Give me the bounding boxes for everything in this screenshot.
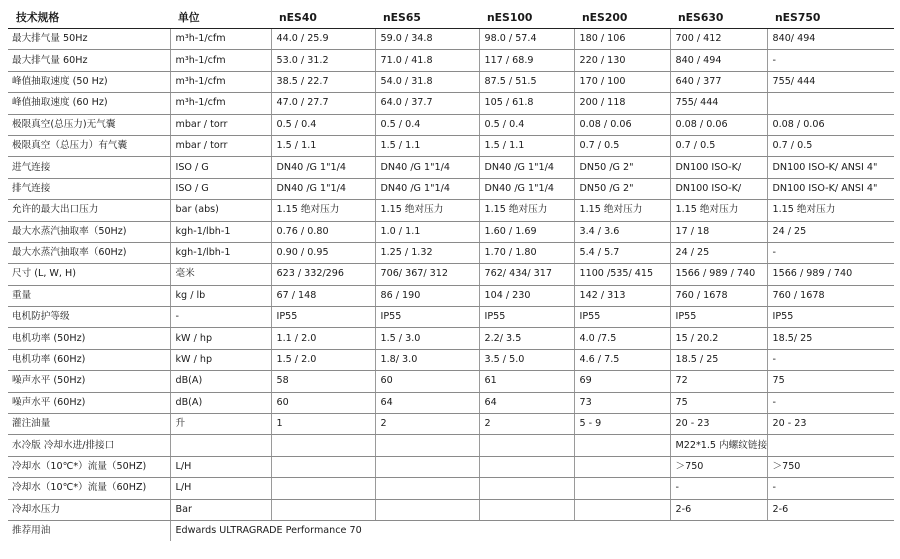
nes65-cell xyxy=(375,478,479,499)
nes630-cell: 1566 / 989 / 740 xyxy=(670,264,767,285)
spec-row xyxy=(8,499,894,520)
spec-label: 电机功率 (50Hz) xyxy=(8,328,170,349)
oil-row-label: 推荐用油 xyxy=(12,525,51,537)
nes65-cell xyxy=(375,499,479,520)
nes630-cell: 755/ 444 xyxy=(670,93,767,114)
nes65-cell: DN40 /G 1"1/4 xyxy=(375,157,479,178)
spec-row xyxy=(8,371,894,392)
nes200-cell: 4.0 /7.5 xyxy=(574,328,670,349)
spec-row xyxy=(8,93,894,114)
nes65-cell: 59.0 / 34.8 xyxy=(375,29,479,50)
spec-row xyxy=(8,135,894,156)
nes630-cell: 72 xyxy=(670,371,767,392)
nes630-cell: 20 - 23 xyxy=(670,414,767,435)
nes65-cell: 86 / 190 xyxy=(375,285,479,306)
nes630-cell: DN100 ISO-K/ xyxy=(670,178,767,199)
nes100-cell: 3.5 / 5.0 xyxy=(479,349,574,370)
nes200-cell: IP55 xyxy=(574,307,670,328)
nes40-cell xyxy=(271,478,375,499)
nes200-cell: 180 / 106 xyxy=(574,29,670,50)
nes100-cell: 2.2/ 3.5 xyxy=(479,328,574,349)
nes65-cell: 1.8/ 3.0 xyxy=(375,349,479,370)
spec-row xyxy=(8,221,894,242)
spec-row xyxy=(8,242,894,263)
unit-cell: kg / lb xyxy=(170,285,271,306)
nes200-cell xyxy=(574,456,670,477)
nes65-cell: 1.0 / 1.1 xyxy=(375,221,479,242)
spec-label: 电机功率 (60Hz) xyxy=(8,349,170,370)
nes100-cell: DN40 /G 1"1/4 xyxy=(479,157,574,178)
spec-label: 冷却水（10℃*）流量（60HZ) xyxy=(8,478,170,499)
unit-cell: 毫米 xyxy=(170,264,271,285)
spec-row xyxy=(8,178,894,199)
nes750-cell: - xyxy=(767,242,894,263)
nes40-cell: 0.90 / 0.95 xyxy=(271,242,375,263)
unit-cell: m³h-1/cfm xyxy=(170,93,271,114)
nes40-cell xyxy=(271,435,375,456)
nes40-cell: 1.5 / 1.1 xyxy=(271,135,375,156)
spec-row xyxy=(8,114,894,135)
unit-cell: m³h-1/cfm xyxy=(170,50,271,71)
nes40-cell: 1.5 / 2.0 xyxy=(271,349,375,370)
spec-row xyxy=(8,392,894,413)
nes100-cell: 2 xyxy=(479,414,574,435)
nes40-cell: 0.76 / 0.80 xyxy=(271,221,375,242)
nes100-cell xyxy=(479,456,574,477)
spec-row xyxy=(8,414,894,435)
nes750-cell xyxy=(767,435,894,456)
nes750-cell: - xyxy=(767,349,894,370)
spec-label: 尺寸 (L, W, H) xyxy=(8,264,170,285)
nes200-cell: 5 - 9 xyxy=(574,414,670,435)
spec-label: 最大水蒸汽抽取率（60Hz) xyxy=(8,242,170,263)
nes750-cell: 1.15 绝对压力 xyxy=(767,200,894,221)
unit-cell: dB(A) xyxy=(170,392,271,413)
nes200-cell: 1100 /535/ 415 xyxy=(574,264,670,285)
nes630-cell: 640 / 377 xyxy=(670,71,767,92)
unit-cell: kW / hp xyxy=(170,349,271,370)
header-nes630: nES630 xyxy=(670,8,767,29)
oil-row xyxy=(8,520,894,541)
spec-row xyxy=(8,328,894,349)
nes40-cell xyxy=(271,499,375,520)
nes750-cell: 2-6 xyxy=(767,499,894,520)
nes750-cell: 18.5/ 25 xyxy=(767,328,894,349)
nes100-cell xyxy=(479,499,574,520)
spec-row xyxy=(8,349,894,370)
unit-cell: kW / hp xyxy=(170,328,271,349)
nes200-cell: 4.6 / 7.5 xyxy=(574,349,670,370)
spec-row xyxy=(8,435,894,456)
nes65-cell: 1.5 / 1.1 xyxy=(375,135,479,156)
nes100-cell: 1.60 / 1.69 xyxy=(479,221,574,242)
spec-row xyxy=(8,285,894,306)
nes40-cell: IP55 xyxy=(271,307,375,328)
spec-table xyxy=(8,8,894,541)
nes750-cell: 760 / 1678 xyxy=(767,285,894,306)
nes100-cell: 105 / 61.8 xyxy=(479,93,574,114)
nes40-cell: 623 / 332/296 xyxy=(271,264,375,285)
oil-row-value: Edwards ULTRAGRADE Performance 70 xyxy=(170,520,894,541)
spec-row xyxy=(8,307,894,328)
nes200-cell: 142 / 313 xyxy=(574,285,670,306)
nes200-cell: 0.7 / 0.5 xyxy=(574,135,670,156)
nes100-cell: 117 / 68.9 xyxy=(479,50,574,71)
nes100-cell: 64 xyxy=(479,392,574,413)
nes40-cell: 0.5 / 0.4 xyxy=(271,114,375,135)
unit-cell: ISO / G xyxy=(170,178,271,199)
nes200-cell: DN50 /G 2" xyxy=(574,178,670,199)
header-nes750: nES750 xyxy=(767,8,894,29)
nes40-cell: DN40 /G 1"1/4 xyxy=(271,178,375,199)
unit-cell: - xyxy=(170,307,271,328)
spec-label: 噪声水平 (60Hz) xyxy=(8,392,170,413)
header-nes65: nES65 xyxy=(375,8,479,29)
nes65-cell xyxy=(375,456,479,477)
spec-label: 进气连接 xyxy=(8,157,170,178)
nes65-cell: 54.0 / 31.8 xyxy=(375,71,479,92)
nes750-cell: - xyxy=(767,50,894,71)
nes100-cell xyxy=(479,478,574,499)
spec-label: 冷却水（10℃*）流量（50HZ) xyxy=(8,456,170,477)
spec-label: 最大水蒸汽抽取率（50Hz) xyxy=(8,221,170,242)
nes65-cell: 64.0 / 37.7 xyxy=(375,93,479,114)
nes630-cell: ＞750 xyxy=(670,456,767,477)
nes65-cell: 0.5 / 0.4 xyxy=(375,114,479,135)
unit-cell: bar (abs) xyxy=(170,200,271,221)
nes40-cell: 1 xyxy=(271,414,375,435)
nes100-cell: 87.5 / 51.5 xyxy=(479,71,574,92)
spec-label: 噪声水平 (50Hz) xyxy=(8,371,170,392)
nes200-cell: 170 / 100 xyxy=(574,71,670,92)
nes40-cell: 44.0 / 25.9 xyxy=(271,29,375,50)
nes100-cell: 762/ 434/ 317 xyxy=(479,264,574,285)
spec-label: 排气连接 xyxy=(8,178,170,199)
nes40-cell: 60 xyxy=(271,392,375,413)
nes100-cell: 61 xyxy=(479,371,574,392)
unit-cell xyxy=(170,435,271,456)
unit-cell: kgh-1/lbh-1 xyxy=(170,221,271,242)
header-row xyxy=(8,8,894,29)
unit-cell: Bar xyxy=(170,499,271,520)
nes100-cell: IP55 xyxy=(479,307,574,328)
nes40-cell: DN40 /G 1"1/4 xyxy=(271,157,375,178)
spec-row xyxy=(8,264,894,285)
unit-cell: ISO / G xyxy=(170,157,271,178)
nes200-cell: 220 / 130 xyxy=(574,50,670,71)
nes65-cell: 60 xyxy=(375,371,479,392)
spec-row xyxy=(8,478,894,499)
nes65-cell: 2 xyxy=(375,414,479,435)
unit-cell: 升 xyxy=(170,414,271,435)
header-spec: 技术规格 xyxy=(8,8,170,29)
spec-row xyxy=(8,456,894,477)
nes200-cell: 69 xyxy=(574,371,670,392)
unit-cell: kgh-1/lbh-1 xyxy=(170,242,271,263)
nes630-cell: 1.15 绝对压力 xyxy=(670,200,767,221)
spec-row xyxy=(8,29,894,50)
unit-cell: L/H xyxy=(170,478,271,499)
spec-label: 水冷版 冷却水进/排接口 xyxy=(8,435,170,456)
unit-cell: mbar / torr xyxy=(170,135,271,156)
spec-label: 极限真空（总压力）有气囊 xyxy=(8,135,170,156)
nes630-cell: 840 / 494 xyxy=(670,50,767,71)
nes100-cell: 1.15 绝对压力 xyxy=(479,200,574,221)
spec-label: 峰值抽取速度 (60 Hz) xyxy=(8,93,170,114)
nes750-cell: 75 xyxy=(767,371,894,392)
nes40-cell: 47.0 / 27.7 xyxy=(271,93,375,114)
unit-cell: mbar / torr xyxy=(170,114,271,135)
nes65-cell xyxy=(375,435,479,456)
nes630-cell: 75 xyxy=(670,392,767,413)
header-nes40: nES40 xyxy=(271,8,375,29)
nes100-cell: 98.0 / 57.4 xyxy=(479,29,574,50)
unit-cell: L/H xyxy=(170,456,271,477)
nes750-cell: 20 - 23 xyxy=(767,414,894,435)
nes750-cell: IP55 xyxy=(767,307,894,328)
nes65-cell: 1.15 绝对压力 xyxy=(375,200,479,221)
nes630-cell: 18.5 / 25 xyxy=(670,349,767,370)
nes630-cell: - xyxy=(670,478,767,499)
nes750-cell: - xyxy=(767,392,894,413)
nes750-cell: ＞750 xyxy=(767,456,894,477)
spec-label: 极限真空(总压力)无气囊 xyxy=(8,114,170,135)
nes750-cell: 1566 / 989 / 740 xyxy=(767,264,894,285)
spec-label: 冷却水压力 xyxy=(8,499,170,520)
spec-row xyxy=(8,71,894,92)
nes630-cell: 15 / 20.2 xyxy=(670,328,767,349)
nes40-cell: 1.15 绝对压力 xyxy=(271,200,375,221)
nes750-cell: 24 / 25 xyxy=(767,221,894,242)
nes750-cell: 0.08 / 0.06 xyxy=(767,114,894,135)
nes750-cell: 0.7 / 0.5 xyxy=(767,135,894,156)
nes100-cell: 1.70 / 1.80 xyxy=(479,242,574,263)
nes40-cell xyxy=(271,456,375,477)
nes750-cell: 840/ 494 xyxy=(767,29,894,50)
nes40-cell: 67 / 148 xyxy=(271,285,375,306)
spec-label: 最大排气量 60Hz xyxy=(8,50,170,71)
nes750-cell: 755/ 444 xyxy=(767,71,894,92)
unit-cell: m³h-1/cfm xyxy=(170,71,271,92)
nes630-cell: 0.08 / 0.06 xyxy=(670,114,767,135)
spec-table-body xyxy=(8,29,894,542)
nes200-cell: 200 / 118 xyxy=(574,93,670,114)
nes65-cell: 71.0 / 41.8 xyxy=(375,50,479,71)
nes630-cell: M22*1.5 内螺纹链接 xyxy=(670,435,767,456)
nes630-cell: 17 / 18 xyxy=(670,221,767,242)
nes630-cell: DN100 ISO-K/ xyxy=(670,157,767,178)
nes65-cell: 706/ 367/ 312 xyxy=(375,264,479,285)
nes65-cell: 1.25 / 1.32 xyxy=(375,242,479,263)
spec-row xyxy=(8,200,894,221)
nes40-cell: 53.0 / 31.2 xyxy=(271,50,375,71)
nes65-cell: DN40 /G 1"1/4 xyxy=(375,178,479,199)
nes630-cell: 0.7 / 0.5 xyxy=(670,135,767,156)
nes100-cell: 104 / 230 xyxy=(479,285,574,306)
nes630-cell: 2-6 xyxy=(670,499,767,520)
nes200-cell xyxy=(574,435,670,456)
nes750-cell xyxy=(767,93,894,114)
nes100-cell xyxy=(479,435,574,456)
nes100-cell: 1.5 / 1.1 xyxy=(479,135,574,156)
nes200-cell xyxy=(574,478,670,499)
nes630-cell: 700 / 412 xyxy=(670,29,767,50)
nes40-cell: 1.1 / 2.0 xyxy=(271,328,375,349)
nes200-cell: DN50 /G 2" xyxy=(574,157,670,178)
spec-label: 电机防护等级 xyxy=(8,307,170,328)
nes750-cell: - xyxy=(767,478,894,499)
header-nes100: nES100 xyxy=(479,8,574,29)
nes65-cell: 64 xyxy=(375,392,479,413)
nes65-cell: 1.5 / 3.0 xyxy=(375,328,479,349)
header-unit: 单位 xyxy=(170,8,271,29)
nes65-cell: IP55 xyxy=(375,307,479,328)
spec-label: 重量 xyxy=(8,285,170,306)
spec-label: 最大排气量 50Hz xyxy=(8,29,170,50)
nes200-cell: 0.08 / 0.06 xyxy=(574,114,670,135)
nes200-cell: 1.15 绝对压力 xyxy=(574,200,670,221)
nes750-cell: DN100 ISO-K/ ANSI 4" xyxy=(767,157,894,178)
spec-label: 灌注油量 xyxy=(8,414,170,435)
nes100-cell: DN40 /G 1"1/4 xyxy=(479,178,574,199)
spec-label: 峰值抽取速度 (50 Hz) xyxy=(8,71,170,92)
nes40-cell: 58 xyxy=(271,371,375,392)
unit-cell: dB(A) xyxy=(170,371,271,392)
nes200-cell: 73 xyxy=(574,392,670,413)
nes630-cell: 760 / 1678 xyxy=(670,285,767,306)
nes630-cell: 24 / 25 xyxy=(670,242,767,263)
nes100-cell: 0.5 / 0.4 xyxy=(479,114,574,135)
nes200-cell: 3.4 / 3.6 xyxy=(574,221,670,242)
nes200-cell: 5.4 / 5.7 xyxy=(574,242,670,263)
nes40-cell: 38.5 / 22.7 xyxy=(271,71,375,92)
spec-row xyxy=(8,157,894,178)
spec-label: 允许的最大出口压力 xyxy=(8,200,170,221)
nes200-cell xyxy=(574,499,670,520)
nes630-cell: IP55 xyxy=(670,307,767,328)
spec-row xyxy=(8,50,894,71)
header-nes200: nES200 xyxy=(574,8,670,29)
nes750-cell: DN100 ISO-K/ ANSI 4" xyxy=(767,178,894,199)
unit-cell: m³h-1/cfm xyxy=(170,29,271,50)
